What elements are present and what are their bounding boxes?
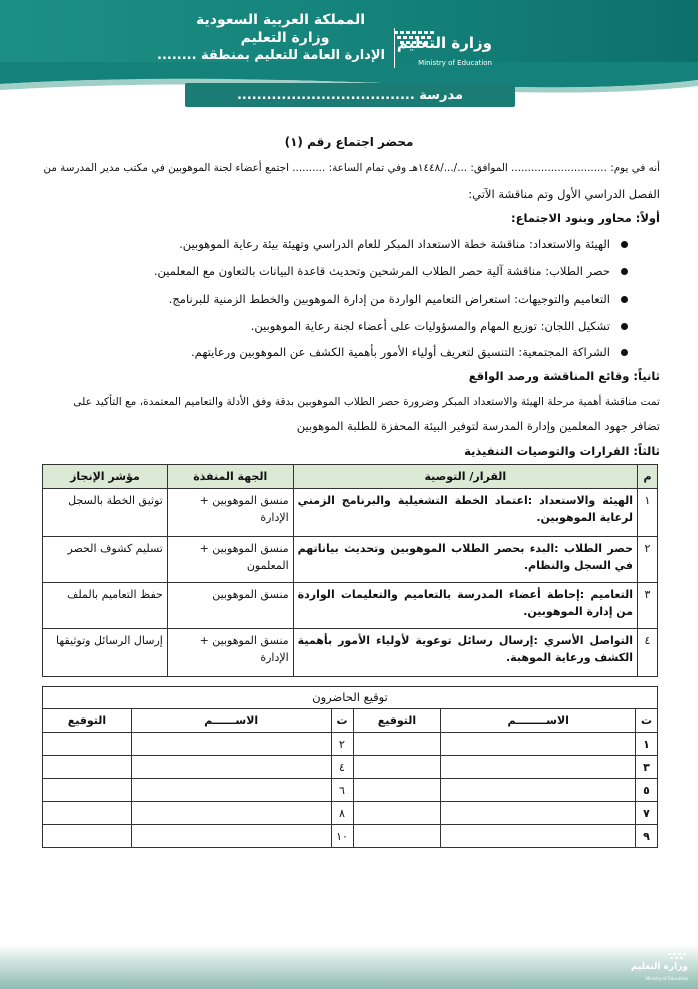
minutes-title: محضر اجتماع رقم (١) <box>284 135 414 149</box>
table-row <box>43 756 658 779</box>
row-number: ١ <box>638 489 658 537</box>
name-cell <box>131 779 331 802</box>
signature-cell <box>353 779 441 802</box>
col-header-recommendation: القرار/ التوصية <box>293 465 637 489</box>
signatures-header-row <box>43 709 658 733</box>
bullet-icon <box>621 268 628 275</box>
name-cell <box>441 825 636 848</box>
bullet-icon <box>621 241 628 248</box>
footer-logo <box>630 950 690 986</box>
section-3-heading: ثالثاً: القرارات والتوصيات التنفيذية <box>464 444 660 458</box>
list-item: حصر الطلاب: مناقشة آلية حصر الطلاب المرشحين وتحديث قاعدة البيانات بالتعاون مع المعلمين. <box>54 263 614 283</box>
name-cell <box>441 802 636 825</box>
signature-cell <box>43 756 132 779</box>
footer-band <box>0 944 698 989</box>
intro-line-1: أنه في يوم: ............................. الموافق: .../.../١٤٤٨هـ وفي تمام الساعة: .......... اجتمع أعضاء لجنة الموهوبين في مكتب مدير المدرسة من <box>43 162 660 174</box>
table-row <box>43 733 658 756</box>
school-name-bar: مدرسة .................................... <box>185 83 515 107</box>
col-header-number: م <box>638 465 658 489</box>
table-row <box>43 802 658 825</box>
seq-number: ٨ <box>331 802 353 825</box>
col-header-signature: التوقيع <box>43 709 132 733</box>
seq-number: ٧ <box>636 802 658 825</box>
signature-cell <box>43 825 132 848</box>
signature-cell <box>43 733 132 756</box>
row-number: ٣ <box>638 583 658 629</box>
kpi-cell: تسليم كشوف الحصر <box>43 537 168 583</box>
name-cell <box>131 733 331 756</box>
footer-logo-arabic: وزارة التعليم <box>630 962 688 972</box>
seq-number: ١٠ <box>331 825 353 848</box>
directorate-name: الإدارة العامة للتعليم بمنطقة ........ <box>157 48 385 63</box>
seq-number: ١ <box>636 733 658 756</box>
signature-cell <box>43 779 132 802</box>
party-cell: منسق الموهوبين + المعلمون <box>167 537 293 583</box>
list-item: التعاميم والتوجيهات: استعراض التعاميم الواردة من إدارة الموهوبين والخطط الزمنية للبرنامج. <box>54 291 614 311</box>
bullet-icon <box>621 296 628 303</box>
name-cell <box>441 733 636 756</box>
seq-number: ٥ <box>636 779 658 802</box>
bullet-icon <box>621 323 628 330</box>
signature-cell <box>353 802 441 825</box>
name-cell <box>441 756 636 779</box>
signature-cell <box>353 756 441 779</box>
col-header-seq: ت <box>331 709 353 733</box>
intro-line-2: الفصل الدراسي الأول وتم مناقشة الآتي: <box>468 187 660 201</box>
logo-arabic-text: وزارة التعليم <box>396 34 492 52</box>
party-cell: منسق الموهوبين <box>167 583 293 629</box>
discussion-line-1: تمت مناقشة أهمية مرحلة الهيئة والاستعداد المبكر وضرورة حصر الطلاب الموهوبين بدقة وفق الأدلة والتعاميم المعتمدة، مع التأكيد على <box>73 396 660 408</box>
col-header-kpi: مؤشر الإنجاز <box>43 465 168 489</box>
table-row <box>43 489 658 537</box>
party-cell: منسق الموهوبين + الإدارة <box>167 629 293 677</box>
list-item: الشراكة المجتمعية: التنسيق لتعريف أولياء الأمور بأهمية الكشف عن الموهوبين ورعايتهم. <box>54 344 614 364</box>
seq-number: ٤ <box>331 756 353 779</box>
table-header-row <box>43 465 658 489</box>
ministry-logo <box>392 26 492 70</box>
col-header-party: الجهة المنفذة <box>167 465 293 489</box>
col-header-name: الاســــــم <box>131 709 331 733</box>
table-row <box>43 537 658 583</box>
logo-english-text: Ministry of Education <box>418 59 492 67</box>
section-1-heading: أولاً: محاور وبنود الاجتماع: <box>510 211 660 225</box>
party-cell: منسق الموهوبين + الإدارة <box>167 489 293 537</box>
bullet-icon <box>621 349 628 356</box>
table-row <box>43 825 658 848</box>
seq-number: ٦ <box>331 779 353 802</box>
ministry-name: وزارة التعليم <box>240 30 330 46</box>
list-item: الهيئة والاستعداد: مناقشة خطة الاستعداد المبكر للعام الدراسي وتهيئة بيئة رعاية الموهوبين. <box>54 236 614 256</box>
list-item: تشكيل اللجان: توزيع المهام والمسؤوليات على أعضاء لجنة رعاية الموهوبين. <box>54 318 614 338</box>
col-header-name: الاســــــــم <box>441 709 636 733</box>
row-number: ٤ <box>638 629 658 677</box>
seq-number: ٩ <box>636 825 658 848</box>
name-cell <box>441 779 636 802</box>
signature-cell <box>43 802 132 825</box>
name-cell <box>131 802 331 825</box>
name-cell <box>131 825 331 848</box>
col-header-seq: ت <box>636 709 658 733</box>
kpi-cell: حفظ التعاميم بالملف <box>43 583 168 629</box>
signatures-table <box>42 686 658 848</box>
kpi-cell: توثيق الخطة بالسجل <box>43 489 168 537</box>
col-header-signature: التوقيع <box>353 709 441 733</box>
signatures-title: توقيع الحاضرون <box>43 687 658 709</box>
discussion-line-2: تضافر جهود المعلمين وإدارة المدرسة لتوفير البيئة المحفزة للطلبة الموهوبين <box>296 419 660 433</box>
recommendation-cell: التواصل الأسري :إرسال رسائل توعوية لأولياء الأمور بأهمية الكشف ورعاية الموهبة. <box>293 629 637 677</box>
table-row <box>43 629 658 677</box>
recommendation-cell: التعاميم :إحاطة أعضاء المدرسة بالتعاميم والتعليمات الواردة من إدارة الموهوبين. <box>293 583 637 629</box>
name-cell <box>131 756 331 779</box>
logo-divider <box>394 28 395 68</box>
table-row <box>43 779 658 802</box>
seq-number: ٣ <box>636 756 658 779</box>
signature-cell <box>353 733 441 756</box>
seq-number: ٢ <box>331 733 353 756</box>
recommendation-cell: الهيئة والاستعداد :اعتماد الخطة التشغيلية والبرنامج الزمني لرعاية الموهوبين. <box>293 489 637 537</box>
signature-cell <box>353 825 441 848</box>
footer-logo-english: Ministry of Education <box>645 976 688 981</box>
recommendation-cell: حصر الطلاب :البدء بحصر الطلاب الموهوبين وتحديث بياناتهم في السجل والنظام. <box>293 537 637 583</box>
signatures-title-row <box>43 687 658 709</box>
row-number: ٢ <box>638 537 658 583</box>
recommendations-table <box>42 464 658 677</box>
kingdom-name: المملكة العربية السعودية <box>196 12 365 28</box>
section-2-heading: ثانياً: وقائع المناقشة ورصد الواقع <box>468 369 660 383</box>
kpi-cell: إرسال الرسائل وتوثيقها <box>43 629 168 677</box>
table-row <box>43 583 658 629</box>
